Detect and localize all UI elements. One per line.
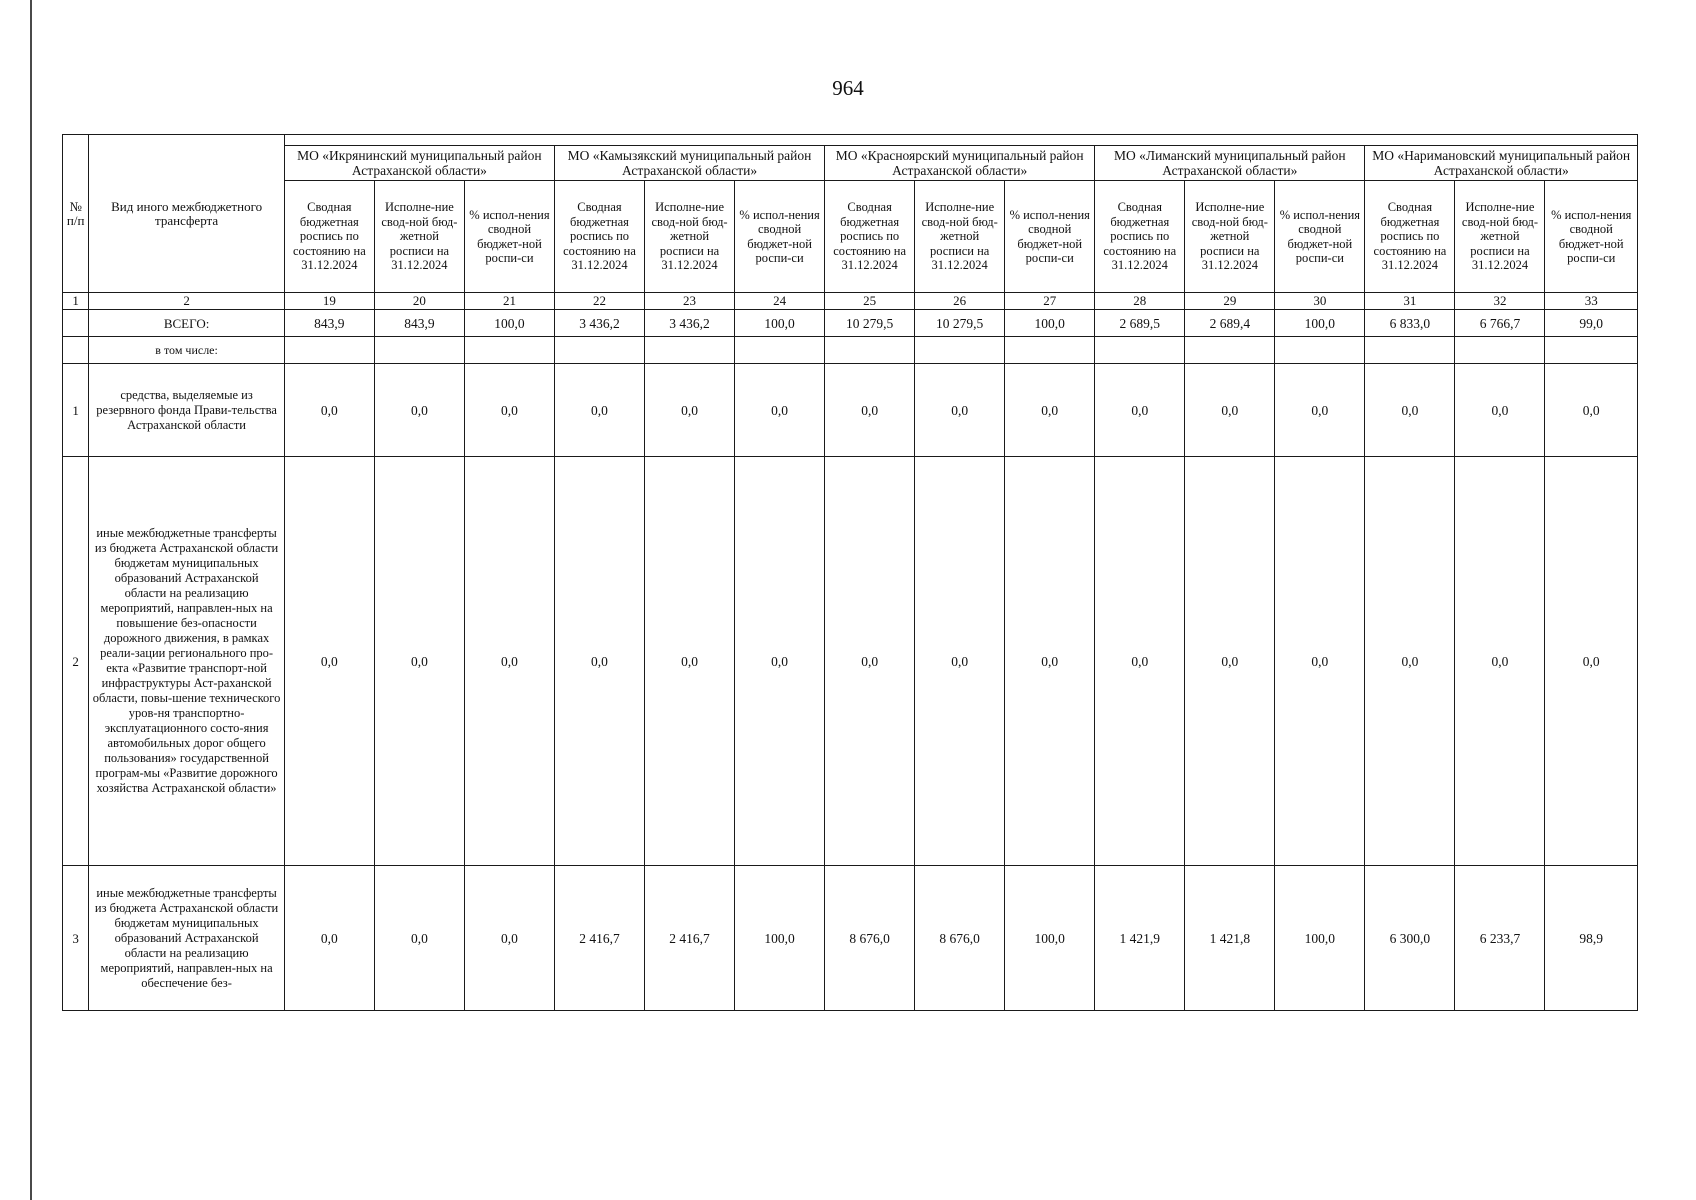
row-label: средства, выделяемые из резервного фонда Прави-тельства Астраханской области [89, 364, 284, 457]
col-number: 24 [735, 293, 825, 310]
subhead-execution: Исполне-ние свод-ной бюд-жетной росписи на 31.12.2024 [915, 181, 1005, 293]
cell-value: 6 766,7 [1455, 310, 1545, 337]
subhead-percent: % испол-нения сводной бюджет-ной роспи-си [735, 181, 825, 293]
cell-empty [1545, 337, 1638, 364]
cell-value: 0,0 [1005, 457, 1095, 866]
table-row-1 [63, 364, 1638, 457]
col-number: 2 [89, 293, 284, 310]
row-label: в том числе: [89, 337, 284, 364]
cell-value: 0,0 [464, 364, 554, 457]
cell-value: 0,0 [645, 364, 735, 457]
cell-value: 0,0 [915, 457, 1005, 866]
row-label: иные межбюджетные трансферты из бюджета Астраханской области бюджетам муниципальных образований Астраханской области на реализацию мероприятий, направлен-ных на повышение без-опасности дорожного движения, в рамках реали-зации регионального про-екта «Развитие транспорт-ной инфраструктуры Аст-раханской области, повы-шение технического уров-ня транспортно-эксплуатационного состо-яния автомобильных дорог общего пользования» государственной програм-мы «Развитие дорожного хозяйства Астраханской области» [89, 457, 284, 866]
col-number: 19 [284, 293, 374, 310]
header-spacer [284, 135, 1637, 146]
group-narimanovsky: МО «Наримановский муниципальный район Астраханской области» [1365, 146, 1638, 181]
col-number: 26 [915, 293, 1005, 310]
cell-value: 0,0 [825, 364, 915, 457]
col-number: 22 [554, 293, 644, 310]
subhead-percent: % испол-нения сводной бюджет-ной роспи-си [464, 181, 554, 293]
cell-empty [1455, 337, 1545, 364]
row-number: 1 [63, 364, 89, 457]
col-number: 23 [645, 293, 735, 310]
group-limansky: МО «Лиманский муниципальный район Астраханской области» [1095, 146, 1365, 181]
subhead-execution: Исполне-ние свод-ной бюд-жетной росписи на 31.12.2024 [374, 181, 464, 293]
cell-empty [1095, 337, 1185, 364]
cell-value: 0,0 [284, 866, 374, 1011]
cell-value: 0,0 [1455, 457, 1545, 866]
cell-value: 0,0 [915, 364, 1005, 457]
group-kamyzyaksky: МО «Камызякский муниципальный район Астраханской области» [554, 146, 824, 181]
cell-value: 10 279,5 [825, 310, 915, 337]
cell-value: 0,0 [1365, 457, 1455, 866]
cell-empty [464, 337, 554, 364]
col-number: 20 [374, 293, 464, 310]
col-number: 31 [1365, 293, 1455, 310]
row-number: 3 [63, 866, 89, 1011]
subhead-execution: Исполне-ние свод-ной бюд-жетной росписи на 31.12.2024 [1455, 181, 1545, 293]
group-ikryaninsky: МО «Икрянинский муниципальный район Астраханской области» [284, 146, 554, 181]
cell-value: 0,0 [284, 364, 374, 457]
cell-value: 843,9 [284, 310, 374, 337]
cell-value: 0,0 [1095, 457, 1185, 866]
cell-value: 8 676,0 [915, 866, 1005, 1011]
subhead-budget: Сводная бюджетная роспись по состоянию на 31.12.2024 [284, 181, 374, 293]
subhead-percent: % испол-нения сводной бюджет-ной роспи-си [1545, 181, 1638, 293]
cell-value: 0,0 [1545, 364, 1638, 457]
cell-value: 0,0 [735, 364, 825, 457]
cell-value: 100,0 [1005, 310, 1095, 337]
row-label: иные межбюджетные трансферты из бюджета Астраханской области бюджетам муниципальных образований Астраханской области на реализацию мероприятий, направлен-ных на обеспечение без- [89, 866, 284, 1011]
cell-value: 98,9 [1545, 866, 1638, 1011]
cell-value: 0,0 [374, 364, 464, 457]
cell-value: 1 421,9 [1095, 866, 1185, 1011]
cell-value: 843,9 [374, 310, 464, 337]
group-krasnoyarsky: МО «Красноярский муниципальный район Астраханской области» [825, 146, 1095, 181]
cell-value: 0,0 [1185, 364, 1275, 457]
cell-value: 6 833,0 [1365, 310, 1455, 337]
table-row-total [63, 310, 1638, 337]
row-label: ВСЕГО: [89, 310, 284, 337]
cell-empty [1185, 337, 1275, 364]
table-row-including [63, 337, 1638, 364]
cell-value: 100,0 [735, 310, 825, 337]
cell-empty [1275, 337, 1365, 364]
cell-value: 100,0 [1275, 866, 1365, 1011]
header-row-number: № п/п [63, 135, 89, 293]
subhead-execution: Исполне-ние свод-ной бюд-жетной росписи на 31.12.2024 [1185, 181, 1275, 293]
cell-value: 0,0 [554, 364, 644, 457]
cell-value: 2 689,4 [1185, 310, 1275, 337]
subhead-percent: % испол-нения сводной бюджет-ной роспи-си [1275, 181, 1365, 293]
cell-value: 6 300,0 [1365, 866, 1455, 1011]
cell-value: 0,0 [1275, 457, 1365, 866]
subhead-execution: Исполне-ние свод-ной бюд-жетной росписи на 31.12.2024 [645, 181, 735, 293]
cell-value: 0,0 [1455, 364, 1545, 457]
binding-edge-line [30, 0, 32, 1200]
cell-empty [554, 337, 644, 364]
cell-empty [735, 337, 825, 364]
subhead-budget: Сводная бюджетная роспись по состоянию на 31.12.2024 [554, 181, 644, 293]
cell-value: 0,0 [554, 457, 644, 866]
col-number: 21 [464, 293, 554, 310]
col-number: 1 [63, 293, 89, 310]
table-row-3 [63, 866, 1638, 1011]
cell-value: 3 436,2 [645, 310, 735, 337]
header-subcolumns-row [63, 181, 1638, 293]
cell-value: 100,0 [735, 866, 825, 1011]
cell-empty [915, 337, 1005, 364]
cell-value: 100,0 [464, 310, 554, 337]
cell-value: 99,0 [1545, 310, 1638, 337]
cell-value: 2 416,7 [645, 866, 735, 1011]
cell-value: 0,0 [735, 457, 825, 866]
cell-value: 0,0 [645, 457, 735, 866]
cell-empty [645, 337, 735, 364]
col-number: 28 [1095, 293, 1185, 310]
row-number: 2 [63, 457, 89, 866]
header-top-spacer-row [63, 135, 1638, 146]
cell-empty [1365, 337, 1455, 364]
cell-value: 2 689,5 [1095, 310, 1185, 337]
col-number: 33 [1545, 293, 1638, 310]
cell-value: 1 421,8 [1185, 866, 1275, 1011]
cell-value: 0,0 [374, 866, 464, 1011]
cell-empty [825, 337, 915, 364]
cell-value: 6 233,7 [1455, 866, 1545, 1011]
cell-value: 0,0 [1275, 364, 1365, 457]
header-groups-row [63, 146, 1638, 181]
cell-value: 0,0 [1365, 364, 1455, 457]
col-number: 25 [825, 293, 915, 310]
row-number [63, 310, 89, 337]
cell-value: 0,0 [464, 457, 554, 866]
row-number [63, 337, 89, 364]
cell-value: 100,0 [1275, 310, 1365, 337]
subhead-budget: Сводная бюджетная роспись по состоянию на 31.12.2024 [825, 181, 915, 293]
cell-value: 0,0 [825, 457, 915, 866]
col-number: 29 [1185, 293, 1275, 310]
col-number: 30 [1275, 293, 1365, 310]
cell-value: 0,0 [284, 457, 374, 866]
cell-empty [374, 337, 464, 364]
cell-value: 10 279,5 [915, 310, 1005, 337]
subhead-budget: Сводная бюджетная роспись по состоянию на 31.12.2024 [1365, 181, 1455, 293]
col-number: 32 [1455, 293, 1545, 310]
cell-value: 0,0 [1545, 457, 1638, 866]
cell-value: 0,0 [1005, 364, 1095, 457]
header-transfer-type: Вид иного межбюджетного трансферта [89, 135, 284, 293]
subhead-budget: Сводная бюджетная роспись по состоянию на 31.12.2024 [1095, 181, 1185, 293]
cell-value: 0,0 [1185, 457, 1275, 866]
cell-value: 8 676,0 [825, 866, 915, 1011]
cell-value: 3 436,2 [554, 310, 644, 337]
column-numbers-row [63, 293, 1638, 310]
table-row-2 [63, 457, 1638, 866]
cell-value: 0,0 [1095, 364, 1185, 457]
subhead-percent: % испол-нения сводной бюджет-ной роспи-си [1005, 181, 1095, 293]
cell-value: 2 416,7 [554, 866, 644, 1011]
cell-empty [284, 337, 374, 364]
page-number: 964 [832, 76, 864, 100]
cell-value: 0,0 [374, 457, 464, 866]
cell-empty [1005, 337, 1095, 364]
budget-transfer-table [62, 134, 1638, 1011]
col-number: 27 [1005, 293, 1095, 310]
cell-value: 0,0 [464, 866, 554, 1011]
cell-value: 100,0 [1005, 866, 1095, 1011]
